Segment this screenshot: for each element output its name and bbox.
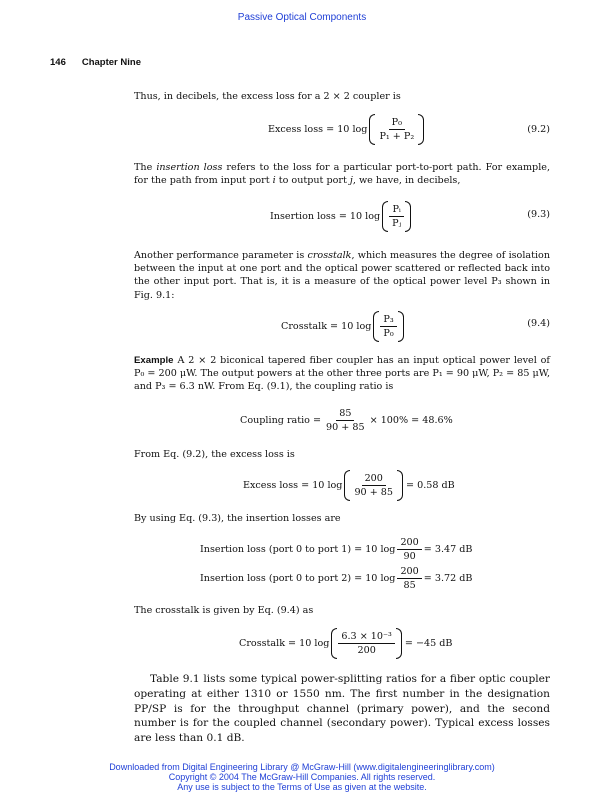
excess-calc-paren [344, 473, 403, 498]
eq93-fraction [389, 204, 404, 229]
example-label: Example [134, 355, 174, 366]
running-head [50, 57, 141, 68]
example-text: A 2 × 2 biconical tapered fiber coupler has an input optical power level of P₀ = 200 μW. The output powers at the other three ports are P₁ = 90 μW, P₂ = 85 μW, and P₃ = 6.3 nW. From Eq. (9.1), the coupling ratio is [134, 355, 550, 393]
eq94-fraction [380, 314, 396, 339]
eq93-denominator: Pⱼ [392, 217, 402, 229]
eq92-fraction [376, 117, 417, 142]
top-link[interactable]: Passive Optical Components [237, 12, 367, 23]
insertion-text: refers to the loss for a particular port-to-port path. For example, for the path from input port [134, 162, 550, 187]
ins1-numerator: 200 [397, 537, 421, 550]
cross-calc-numerator: 6.3 × 10⁻³ [338, 631, 395, 644]
eq92-lhs: Excess loss = 10 log [268, 123, 368, 135]
ins2-numerator: 200 [397, 566, 421, 579]
paragraph-crosstalk [134, 249, 550, 302]
coupling-ratio-equation [240, 405, 453, 435]
cross-calc-paren [331, 631, 402, 656]
coupling-numerator: 85 [336, 408, 354, 421]
excess-calc-numerator: 200 [362, 473, 386, 486]
eq94-denominator: P₀ [383, 327, 394, 339]
ins1-fraction [397, 537, 421, 562]
excess-calc-fraction [351, 473, 396, 498]
paragraph-crosstalk-given: The crosstalk is given by Eq. (9.4) as [134, 605, 314, 616]
port-j: j [349, 175, 353, 187]
crosstalk-lead: Another performance parameter is [134, 250, 308, 261]
insertion-mid: to output port [275, 175, 350, 187]
eq92-paren [369, 117, 424, 142]
eq94-numerator: P₃ [380, 314, 396, 327]
ins1-lhs: Insertion loss (port 0 to port 1) = 10 log [200, 543, 396, 555]
excess-loss-calculation [243, 469, 455, 501]
eq93-numerator: Pᵢ [389, 204, 403, 217]
eq94-paren [373, 314, 403, 339]
equation-9-3 [270, 201, 411, 231]
eq92-denominator: P₁ + P₂ [379, 130, 415, 142]
equation-9-2 [268, 114, 424, 144]
insertion-loss-port1 [200, 535, 472, 563]
page-number: 146 [50, 57, 66, 68]
cross-calc-lhs: Crosstalk = 10 log [239, 637, 330, 649]
eq94-number: (9.4) [527, 318, 550, 329]
paragraph-by-93: By using Eq. (9.3), the insertion losses are [134, 513, 341, 524]
excess-calc-denominator: 90 + 85 [354, 486, 393, 498]
crosstalk-calculation [239, 627, 452, 659]
ins2-rhs: = 3.72 dB [423, 572, 473, 584]
paragraph-example [134, 354, 550, 394]
insertion-term: insertion loss [156, 162, 223, 173]
ins2-lhs: Insertion loss (port 0 to port 2) = 10 log [200, 572, 396, 584]
crosstalk-text: , which measures the degree of isolation between the input at one port and the optical power scattered or reflected back into the other input port. That is, it is a measure of the optical power level P₃ shown in Fig. 9.1: [134, 250, 550, 301]
eq94-lhs: Crosstalk = 10 log [281, 320, 372, 332]
insertion-lead: The [134, 162, 157, 173]
chapter-title: Chapter Nine [81, 57, 141, 68]
footer [0, 762, 604, 793]
coupling-fraction [323, 408, 368, 433]
eq92-numerator: P₀ [389, 117, 405, 130]
paragraph-from-92: From Eq. (9.2), the excess loss is [134, 449, 295, 460]
footer-terms[interactable]: Any use is subject to the Terms of Use as given at the website. [177, 782, 427, 793]
crosstalk-term: crosstalk [307, 250, 352, 261]
excess-calc-lhs: Excess loss = 10 log [243, 479, 343, 491]
footer-copyright[interactable]: Copyright © 2004 The McGraw-Hill Companies. All rights reserved. [168, 772, 436, 783]
port-i: i [272, 175, 276, 187]
eq93-paren [382, 204, 411, 229]
eq93-lhs: Insertion loss = 10 log [270, 210, 381, 222]
excess-calc-rhs: = 0.58 dB [406, 479, 455, 491]
insertion-end: , we have, in decibels, [352, 175, 461, 187]
ins2-denominator: 85 [403, 579, 416, 591]
ins1-denominator: 90 [403, 550, 416, 562]
paragraph-table: Table 9.1 lists some typical power-splitting ratios for a fiber optic coupler operating at either 1310 or 1550 nm. The first number in the designation PP/SP is for the throughput channel (primary power), and the second number is for the coupled channel (secondary power). Typical excess losses are less than 0.1 dB. [134, 673, 550, 745]
cross-calc-fraction [338, 631, 395, 656]
insertion-loss-port2 [200, 564, 472, 592]
coupling-rhs: × 100% = 48.6% [369, 414, 453, 426]
coupling-denominator: 90 + 85 [326, 421, 365, 433]
cross-calc-rhs: = −45 dB [404, 637, 453, 649]
footer-download-link[interactable]: Downloaded from Digital Engineering Library @ McGraw-Hill (www.digitalengineeringlibrary.com) [109, 762, 495, 772]
eq92-number: (9.2) [527, 124, 550, 135]
equation-9-4 [281, 311, 404, 341]
paragraph-excess-intro: Thus, in decibels, the excess loss for a 2 × 2 coupler is [134, 91, 401, 102]
ins1-rhs: = 3.47 dB [423, 543, 473, 555]
eq93-number: (9.3) [527, 209, 550, 220]
paragraph-insertion [134, 161, 550, 187]
ins2-fraction [397, 566, 421, 591]
cross-calc-denominator: 200 [357, 644, 376, 656]
coupling-lhs: Coupling ratio = [240, 414, 322, 426]
